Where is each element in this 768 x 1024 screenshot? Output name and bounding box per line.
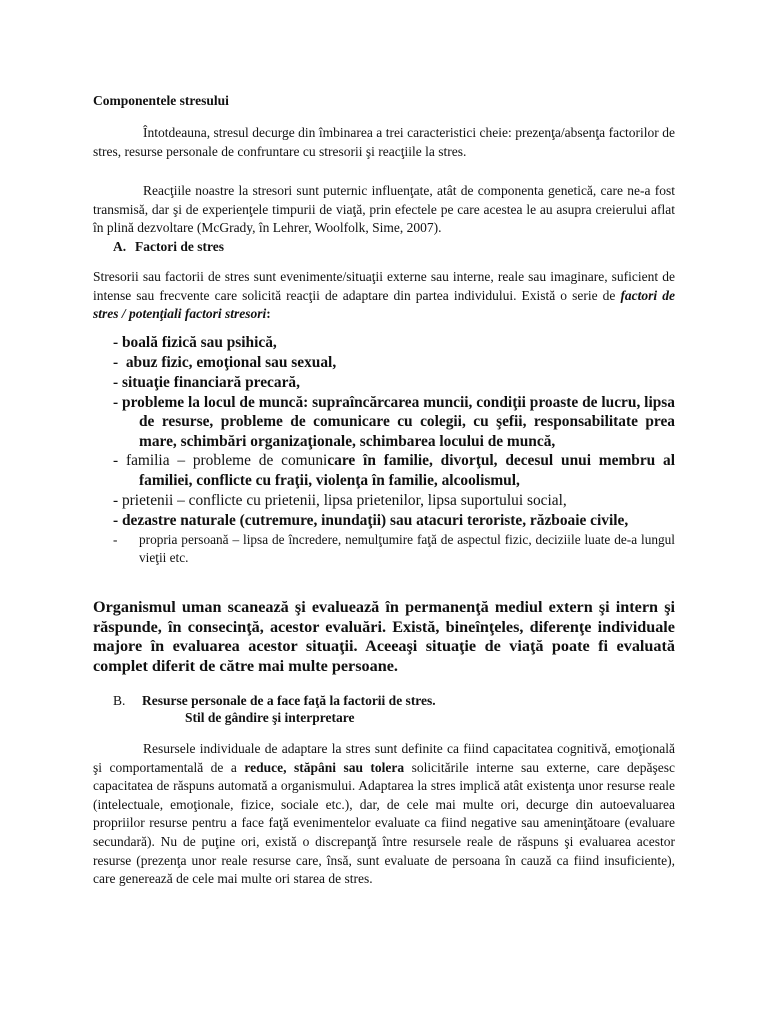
section-b-heading <box>113 693 436 709</box>
organism-paragraph: Organismul uman scanează şi evaluează în permanenţă mediul extern şi intern şi răspunde, în consecinţă, acestor evaluări. Există, bineînţeles, diferenţe individuale majore în evaluarea acestor situaţii. Aceeaşi situaţie de viaţă poate fi evaluată complet diferit de către mai multe persoane. <box>93 598 675 675</box>
section-a-heading-text: Factori de stres <box>135 239 224 254</box>
list-item-text: abuz fizic, emoţional sau sexual, <box>125 353 337 371</box>
section-title: Componentele stresului <box>93 93 229 108</box>
list-dash: - <box>113 373 122 391</box>
section-b-text-start: Resursele individuale de adaptare la stres sunt definite ca fiind capacitatea cognitivă, emoţională şi comportamentală de a <box>93 741 675 775</box>
list-item <box>113 353 675 372</box>
intro-paragraph-1: Întotdeauna, stresul decurge din îmbinarea a trei caracteristici cheie: prezenţa/absenţa factorilor de stres, resurse personale de confruntare cu stresorii şi reacţiile la stres. <box>93 125 675 159</box>
list-dash: - <box>113 353 126 371</box>
list-dash: - <box>113 532 118 548</box>
section-b-letter: B. <box>113 693 126 708</box>
section-a-letter: A. <box>113 239 127 254</box>
list-item <box>113 393 675 451</box>
stress-factors-list <box>113 333 675 567</box>
section-a-description <box>93 268 675 324</box>
list-dash: - <box>113 452 126 470</box>
section-b-text-bold: reduce, stăpâni sau tolera <box>244 759 405 775</box>
list-item-text: propria persoană – lipsa de încredere, nemulţumire faţă de aspectul fizic, deciziile luate de-a lungul vieţii etc. <box>139 532 675 565</box>
section-b-heading-text: Resurse personale de a face faţă la factorii de stres. <box>142 693 436 708</box>
section-b-subheading: Stil de gândire şi interpretare <box>185 710 355 725</box>
description-emphasis: factori de stres / potenţiali factori stresori <box>93 287 675 322</box>
list-item-text: probleme la locul de muncă: supraîncărcarea muncii, condiţii proaste de lucru, lipsa de resurse, probleme de comunicare cu colegii, cu şefii, responsabilitate prea mare, schimbări organizaţionale, schimbarea locului de muncă, <box>122 393 675 450</box>
list-item <box>113 451 675 490</box>
list-item-text: prietenii – conflicte cu prietenii, lipsa prietenilor, lipsa suportului social, <box>121 491 567 509</box>
list-item <box>113 373 675 392</box>
description-text: Stresorii sau factorii de stres sunt evenimente/situaţii externe sau interne, reale sau imaginare, suficient de intense sau frecvente care solicită reacţii de adaptare din partea individului. Există o serie de <box>93 269 675 303</box>
intro-paragraph-2: Reacţiile noastre la stresori sunt puternic influenţate, atât de componenta genetică, care ne-a fost transmisă, dar şi de experienţele timpurii de viaţă, prin efectele pe care acestea le au asupra creierului aflat în plină dezvoltare (McGrady, în Lehrer, Woolfolk, Sime, 2007). <box>93 183 675 236</box>
list-item-text: situaţie financiară precară, <box>121 373 300 391</box>
list-item-text: boală fizică sau psihică, <box>121 334 277 351</box>
list-item <box>113 333 675 352</box>
list-item-text-bold: care în familie, divorţul, decesul unui membru al familiei, conflicte cu fraţii, violenţa în familie, alcoolismul, <box>139 452 676 489</box>
list-item <box>113 531 675 567</box>
section-b-text-end: solicitările interne sau externe, care depăşesc capacitatea de răspuns automată a organismului. Adaptarea la stres implică atât existenţa unor resurse reale (intelectuale, emoţionale, fizice, sociale etc.), dar, de cele mai multe ori, decurge din autoevaluarea propriilor resurse pentru a face faţă evenimentelor evaluate ca fiind negative sau ameninţătoare (evaluare secundară). Nu de puţine ori, există o discrepanţă între resursele reale de răspuns şi evaluarea acestor resurse (prezenţa unor reale resurse care, însă, sunt evaluate de persoana în cauză ca fiind insuficiente), care generează de cele mai multe ori starea de stres. <box>93 759 676 887</box>
list-dash: - <box>113 511 122 529</box>
list-item <box>113 511 675 530</box>
list-dash: - <box>113 393 123 411</box>
list-item <box>113 491 675 510</box>
list-item-text: dezastre naturale (cutremure, inundaţii) sau atacuri teroriste, războaie civile, <box>121 511 629 529</box>
list-dash: - <box>113 491 122 509</box>
section-b-paragraph <box>93 740 675 889</box>
list-dash: - <box>113 334 122 351</box>
description-end: : <box>266 306 271 322</box>
list-item-text: familia – probleme de comuni <box>125 452 328 470</box>
section-a-heading <box>113 239 224 255</box>
